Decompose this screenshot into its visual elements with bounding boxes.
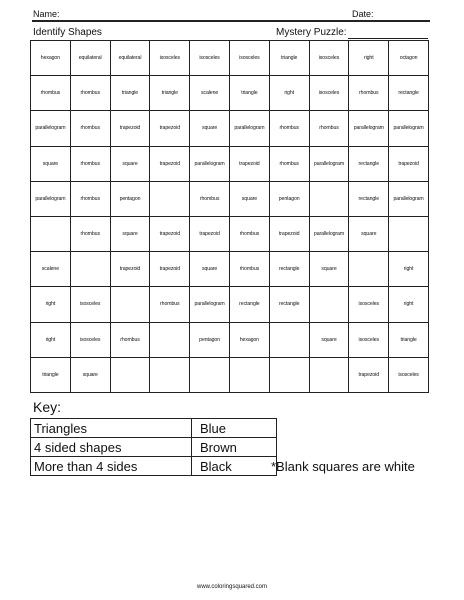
grid-cell[interactable]: rhombus <box>110 322 150 357</box>
mystery-puzzle-label: Mystery Puzzle: <box>276 27 347 38</box>
grid-cell[interactable] <box>309 287 349 322</box>
grid-cell[interactable]: square <box>309 252 349 287</box>
grid-cell[interactable]: rhombus <box>229 252 269 287</box>
grid-cell[interactable]: square <box>190 111 230 146</box>
grid-cell[interactable]: isosceles <box>229 41 269 76</box>
grid-row <box>31 287 429 322</box>
grid-cell[interactable]: rhombus <box>269 111 309 146</box>
grid-cell[interactable]: pentagon <box>269 181 309 216</box>
grid-cell[interactable] <box>150 357 190 392</box>
grid-cell[interactable]: rectangle <box>349 181 389 216</box>
grid-cell[interactable]: rhombus <box>70 181 110 216</box>
grid-cell[interactable]: rhombus <box>70 146 110 181</box>
grid-cell[interactable]: trapezoid <box>110 111 150 146</box>
grid-cell[interactable]: parallelogram <box>309 146 349 181</box>
key-row <box>31 419 277 438</box>
grid-cell[interactable] <box>150 181 190 216</box>
grid-cell[interactable] <box>110 357 150 392</box>
grid-cell[interactable]: equilateral <box>70 41 110 76</box>
grid-cell[interactable]: trapezoid <box>389 146 429 181</box>
date-label: Date: <box>352 9 374 19</box>
grid-cell[interactable]: scalene <box>31 252 71 287</box>
grid-cell[interactable] <box>309 357 349 392</box>
grid-cell[interactable]: rhombus <box>309 111 349 146</box>
grid-cell[interactable]: triangle <box>31 357 71 392</box>
grid-cell[interactable]: rectangle <box>349 146 389 181</box>
grid-cell[interactable] <box>150 322 190 357</box>
color-key-table <box>30 418 277 476</box>
grid-cell[interactable]: trapezoid <box>110 252 150 287</box>
grid-cell[interactable]: isosceles <box>150 41 190 76</box>
mystery-puzzle-answer-line <box>348 38 428 39</box>
grid-row <box>31 252 429 287</box>
grid-cell[interactable] <box>349 252 389 287</box>
grid-cell[interactable] <box>110 287 150 322</box>
grid-cell[interactable]: right <box>389 287 429 322</box>
grid-cell[interactable]: right <box>389 252 429 287</box>
grid-cell[interactable]: rhombus <box>31 76 71 111</box>
grid-cell[interactable]: parallelogram <box>309 216 349 251</box>
grid-cell[interactable]: triangle <box>269 41 309 76</box>
blank-squares-note: *Blank squares are white <box>271 459 415 474</box>
grid-cell[interactable]: rhombus <box>70 111 110 146</box>
grid-cell[interactable]: rhombus <box>150 287 190 322</box>
header-rule <box>32 20 430 22</box>
grid-cell[interactable]: square <box>309 322 349 357</box>
grid-row <box>31 322 429 357</box>
grid-cell[interactable]: parallelogram <box>31 111 71 146</box>
grid-cell[interactable] <box>229 357 269 392</box>
grid-cell[interactable]: parallelogram <box>190 287 230 322</box>
grid-cell[interactable]: parallelogram <box>229 111 269 146</box>
name-label: Name: <box>33 9 60 19</box>
grid-cell[interactable]: right <box>269 76 309 111</box>
grid-cell[interactable]: parallelogram <box>31 181 71 216</box>
grid-cell[interactable]: parallelogram <box>349 111 389 146</box>
grid-cell[interactable]: pentagon <box>190 322 230 357</box>
key-title: Key: <box>33 399 62 415</box>
grid-cell[interactable]: rectangle <box>389 76 429 111</box>
key-row <box>31 438 277 457</box>
grid-cell[interactable]: trapezoid <box>150 111 190 146</box>
grid-cell[interactable] <box>190 357 230 392</box>
grid-cell[interactable]: hexagon <box>229 322 269 357</box>
key-color-label: Brown <box>192 438 277 457</box>
grid-cell[interactable]: rhombus <box>229 216 269 251</box>
grid-cell[interactable]: isosceles <box>70 322 110 357</box>
grid-cell[interactable]: trapezoid <box>269 216 309 251</box>
grid-cell[interactable]: rectangle <box>269 252 309 287</box>
grid-cell[interactable]: trapezoid <box>150 252 190 287</box>
grid-cell[interactable]: rectangle <box>229 287 269 322</box>
grid-cell[interactable]: parallelogram <box>389 181 429 216</box>
grid-cell[interactable] <box>269 357 309 392</box>
grid-cell[interactable]: rectangle <box>269 287 309 322</box>
grid-cell[interactable] <box>31 216 71 251</box>
key-shape-label: 4 sided shapes <box>31 438 192 457</box>
grid-cell[interactable] <box>70 252 110 287</box>
grid-cell[interactable]: rhombus <box>190 181 230 216</box>
grid-cell[interactable]: scalene <box>190 76 230 111</box>
grid-cell[interactable]: square <box>349 216 389 251</box>
grid-row <box>31 41 429 76</box>
shape-grid <box>30 40 429 393</box>
grid-cell[interactable]: equilateral <box>110 41 150 76</box>
grid-cell[interactable]: triangle <box>389 322 429 357</box>
key-shape-label: Triangles <box>31 419 192 438</box>
key-color-label: Blue <box>192 419 277 438</box>
grid-cell[interactable]: rhombus <box>70 76 110 111</box>
grid-cell[interactable]: triangle <box>110 76 150 111</box>
grid-cell[interactable]: triangle <box>229 76 269 111</box>
grid-cell[interactable]: triangle <box>150 76 190 111</box>
grid-cell[interactable]: parallelogram <box>389 111 429 146</box>
grid-cell[interactable]: square <box>110 146 150 181</box>
grid-cell[interactable] <box>269 322 309 357</box>
grid-cell[interactable]: trapezoid <box>190 216 230 251</box>
grid-cell[interactable]: hexagon <box>31 41 71 76</box>
grid-row <box>31 146 429 181</box>
grid-cell[interactable]: square <box>190 252 230 287</box>
grid-row <box>31 216 429 251</box>
grid-cell[interactable]: isosceles <box>190 41 230 76</box>
footer-url: www.coloringsquared.com <box>196 584 268 590</box>
grid-cell[interactable]: rhombus <box>269 146 309 181</box>
page-title: Identify Shapes <box>33 27 102 38</box>
grid-cell[interactable]: square <box>110 216 150 251</box>
grid-cell[interactable] <box>389 216 429 251</box>
grid-cell[interactable]: isosceles <box>309 41 349 76</box>
grid-row <box>31 181 429 216</box>
grid-cell[interactable]: square <box>31 146 71 181</box>
key-shape-label: More than 4 sides <box>31 457 192 476</box>
grid-row <box>31 357 429 392</box>
grid-cell[interactable]: trapezoid <box>349 357 389 392</box>
grid-cell[interactable]: parallelogram <box>190 146 230 181</box>
grid-cell[interactable]: square <box>70 357 110 392</box>
grid-cell[interactable]: rhombus <box>349 76 389 111</box>
grid-cell[interactable]: trapezoid <box>150 216 190 251</box>
grid-cell[interactable]: trapezoid <box>229 146 269 181</box>
grid-cell[interactable]: right <box>31 322 71 357</box>
grid-row <box>31 76 429 111</box>
grid-cell[interactable]: right <box>31 287 71 322</box>
grid-cell[interactable]: octagon <box>389 41 429 76</box>
grid-cell[interactable]: isosceles <box>309 76 349 111</box>
grid-cell[interactable]: rhombus <box>70 216 110 251</box>
grid-cell[interactable]: isosceles <box>389 357 429 392</box>
grid-cell[interactable]: pentagon <box>110 181 150 216</box>
grid-cell[interactable]: isosceles <box>349 322 389 357</box>
grid-row <box>31 111 429 146</box>
grid-cell[interactable]: isosceles <box>349 287 389 322</box>
key-row <box>31 457 277 476</box>
key-color-label: Black <box>192 457 277 476</box>
grid-cell[interactable] <box>309 181 349 216</box>
grid-cell[interactable]: isosceles <box>70 287 110 322</box>
grid-cell[interactable]: square <box>229 181 269 216</box>
grid-cell[interactable]: trapezoid <box>150 146 190 181</box>
grid-cell[interactable]: right <box>349 41 389 76</box>
